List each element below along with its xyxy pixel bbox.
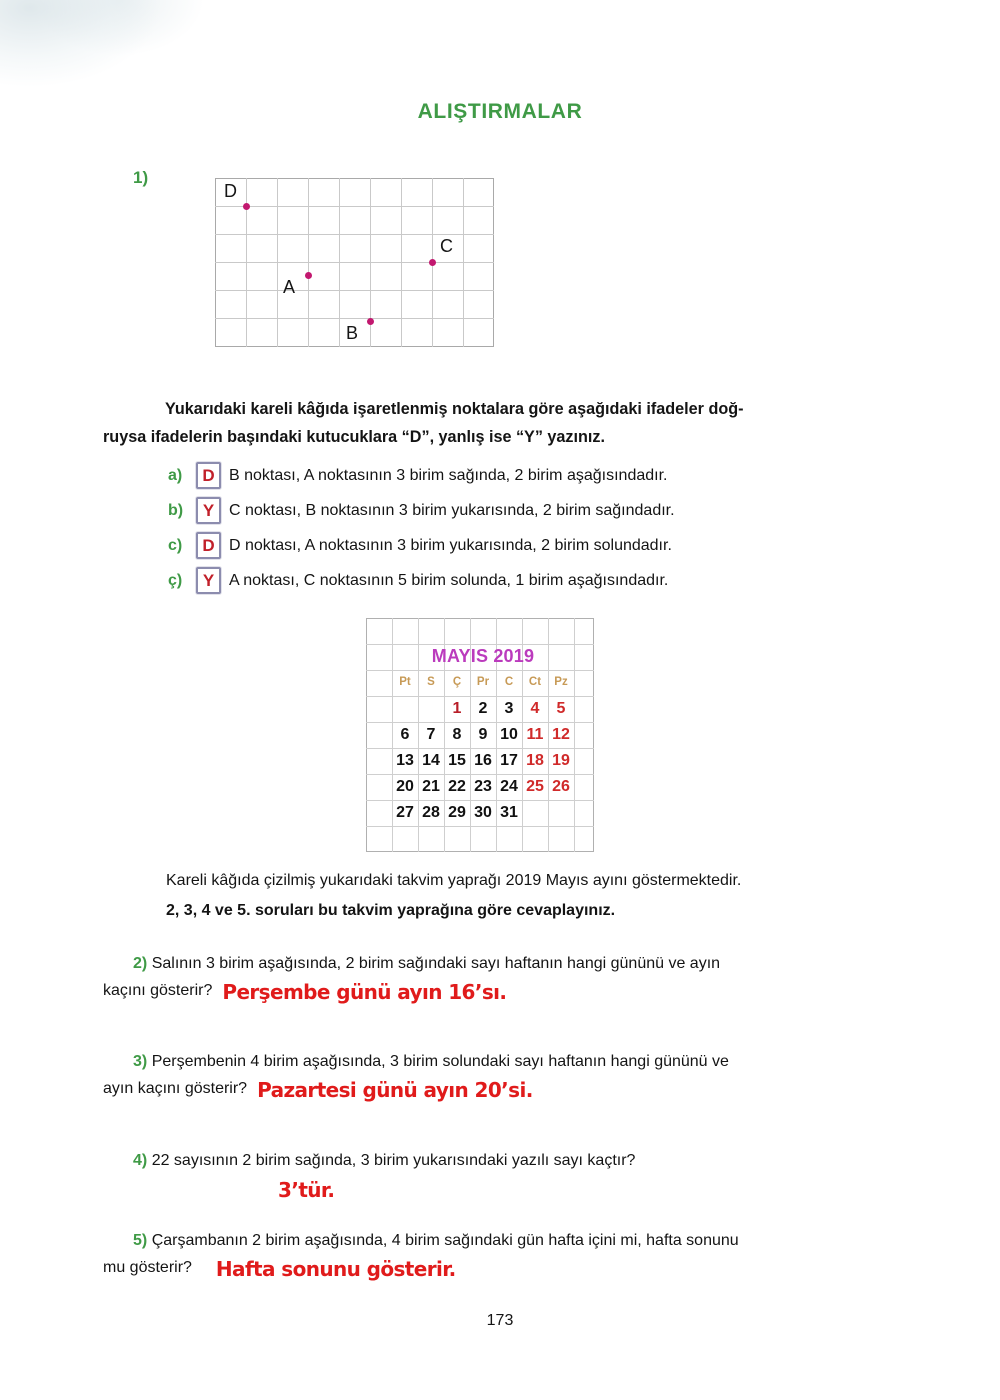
question-2-number: 2) xyxy=(133,955,148,972)
question-3 xyxy=(103,1053,893,1102)
calendar-day: 1 xyxy=(452,700,462,717)
question-3-answer: Pazartesi günü ayın 20’si. xyxy=(257,1078,533,1102)
item-text-c-cedilla: A noktası, C noktasının 5 birim solunda, 1 birim aşağısındadır. xyxy=(229,571,669,589)
calendar-day: 30 xyxy=(474,804,492,821)
item-text-c: D noktası, A noktasının 3 birim yukarısında, 2 birim solundadır. xyxy=(229,536,672,554)
calendar-day: 5 xyxy=(556,700,566,717)
calendar-day: 10 xyxy=(500,726,518,743)
list-item xyxy=(168,493,888,528)
question-3-line-1 xyxy=(103,1053,893,1071)
calendar-day: 23 xyxy=(474,778,492,795)
list-item xyxy=(168,563,888,598)
question-2-line-1 xyxy=(103,955,893,973)
item-letter-b: b) xyxy=(168,501,184,519)
calendar-day: 22 xyxy=(448,778,466,795)
coordinate-grid-diagram xyxy=(215,178,494,347)
calendar-day: 14 xyxy=(422,752,440,769)
calendar-day: 2 xyxy=(478,700,488,717)
question-5-text-1: Çarşambanın 2 birim aşağısında, 4 birim sağındaki gün hafta içini mi, hafta sonunu xyxy=(151,1232,739,1249)
question-3-text-2: ayın kaçını gösterir? xyxy=(103,1080,248,1097)
day-header-c: Ç xyxy=(452,676,462,688)
calendar-day: 12 xyxy=(552,726,570,743)
question-4-answer: 3’tür. xyxy=(278,1178,335,1202)
calendar-day: 9 xyxy=(478,726,488,743)
calendar-week-row xyxy=(392,800,574,826)
day-header-cu: C xyxy=(504,676,514,688)
grid-point-c-label: C xyxy=(440,236,453,256)
grid-point-d-label: D xyxy=(224,181,237,201)
question-3-text-1: Perşembenin 4 birim aşağısında, 3 birim solundaki sayı haftanın hangi gününü ve xyxy=(151,1053,729,1070)
calendar-day-headers xyxy=(392,676,574,688)
question-2 xyxy=(103,955,893,1004)
calendar-week-row xyxy=(392,748,574,774)
calendar-day: 7 xyxy=(426,726,436,743)
calendar-day xyxy=(418,696,444,722)
calendar-day: 17 xyxy=(500,752,518,769)
calendar-day: 31 xyxy=(500,804,518,821)
calendar-day: 29 xyxy=(448,804,466,821)
calendar-day: 19 xyxy=(552,752,570,769)
answer-box-b[interactable]: Y xyxy=(196,497,221,524)
question-4-line-1 xyxy=(103,1152,893,1170)
item-letter-c-cedilla: ç) xyxy=(168,571,183,589)
calendar-day xyxy=(548,800,574,826)
question-1-instructions xyxy=(103,396,897,452)
grid-point-d-dot xyxy=(243,203,250,210)
item-letter-c: c) xyxy=(168,536,183,554)
grid-point-c-dot xyxy=(429,259,436,266)
calendar-week-row xyxy=(392,722,574,748)
calendar-day xyxy=(522,800,548,826)
list-item xyxy=(168,528,888,563)
calendar-day: 6 xyxy=(400,726,410,743)
calendar-day: 28 xyxy=(422,804,440,821)
calendar-day: 16 xyxy=(474,752,492,769)
instructions-line-2: ruysa ifadelerin başındaki kutucuklara “D”, yanlış ise “Y” yazınız. xyxy=(103,427,606,446)
calendar-title: MAYIS 2019 xyxy=(431,646,535,666)
calendar-day: 4 xyxy=(530,700,540,717)
question-1-number: 1) xyxy=(133,168,149,187)
page-number: 173 xyxy=(486,1312,514,1329)
question-4-number: 4) xyxy=(133,1152,148,1169)
calendar-day xyxy=(392,696,418,722)
calendar-week-row xyxy=(392,696,574,722)
list-item xyxy=(168,458,888,493)
calendar-day: 24 xyxy=(500,778,518,795)
question-2-text-1: Salının 3 birim aşağısında, 2 birim sağındaki sayı haftanın hangi gününü ve ayın xyxy=(151,955,721,972)
calendar-day: 11 xyxy=(526,726,544,743)
day-header-ct: Ct xyxy=(528,676,542,688)
calendar-day: 26 xyxy=(552,778,570,795)
question-2-line-2 xyxy=(103,976,893,1004)
calendar-day: 27 xyxy=(396,804,414,821)
question-4-text-1: 22 sayısının 2 birim sağında, 3 birim yukarısındaki yazılı sayı kaçtır? xyxy=(151,1152,636,1169)
question-5-number: 5) xyxy=(133,1232,148,1249)
question-5-text-2: mu gösterir? xyxy=(103,1259,192,1276)
item-text-a: B noktası, A noktasının 3 birim sağında, 2 birim aşağısındadır. xyxy=(229,466,668,484)
question-5-line-2 xyxy=(103,1253,893,1281)
calendar-day: 18 xyxy=(526,752,544,769)
calendar-day: 8 xyxy=(452,726,462,743)
calendar-day: 13 xyxy=(396,752,414,769)
grid-point-b-label: B xyxy=(346,323,359,343)
grid-point-b-dot xyxy=(367,318,374,325)
question-3-line-2 xyxy=(103,1074,893,1102)
question-4-line-2 xyxy=(103,1173,893,1202)
answer-box-c[interactable]: D xyxy=(196,532,221,559)
calendar-day: 25 xyxy=(526,778,544,795)
question-5-answer: Hafta sonunu gösterir. xyxy=(215,1257,456,1281)
calendar-caption-line-1: Kareli kâğıda çizilmiş yukarıdaki takvim yaprağı 2019 Mayıs ayını göstermektedir. xyxy=(166,872,742,889)
answer-box-a[interactable]: D xyxy=(196,462,221,489)
question-3-number: 3) xyxy=(133,1053,148,1070)
question-5 xyxy=(103,1232,893,1281)
calendar-day: 3 xyxy=(504,700,514,717)
grid-point-a-dot xyxy=(305,272,312,279)
page-title: ALIŞTIRMALAR xyxy=(417,100,583,123)
day-header-pz: Pz xyxy=(554,676,568,688)
question-5-line-1 xyxy=(103,1232,893,1250)
item-text-b: C noktası, B noktasının 3 birim yukarısında, 2 birim sağındadır. xyxy=(229,501,675,519)
answer-box-c-cedilla[interactable]: Y xyxy=(196,567,221,594)
true-false-list xyxy=(168,458,888,598)
calendar-day: 15 xyxy=(448,752,466,769)
day-header-pr: Pr xyxy=(476,676,490,688)
instructions-line-1: Yukarıdaki kareli kâğıda işaretlenmiş noktalara göre aşağıdaki ifadeler doğ- xyxy=(165,400,744,418)
day-header-s: S xyxy=(427,676,435,688)
day-header-pt: Pt xyxy=(399,676,411,688)
calendar-caption-line-2: 2, 3, 4 ve 5. soruları bu takvim yaprağına göre cevaplayınız. xyxy=(166,902,616,919)
calendar-day: 21 xyxy=(422,778,440,795)
question-2-answer: Perşembe günü ayın 16’sı. xyxy=(222,980,507,1004)
calendar-weeks xyxy=(392,696,574,826)
grid-point-a-label: A xyxy=(283,277,296,297)
calendar-figure xyxy=(366,618,594,852)
calendar-week-row xyxy=(392,774,574,800)
question-4 xyxy=(103,1152,893,1202)
question-2-text-2: kaçını gösterir? xyxy=(103,982,213,999)
calendar-day: 20 xyxy=(396,778,414,795)
grid-lines xyxy=(215,178,494,347)
item-letter-a: a) xyxy=(168,466,183,484)
